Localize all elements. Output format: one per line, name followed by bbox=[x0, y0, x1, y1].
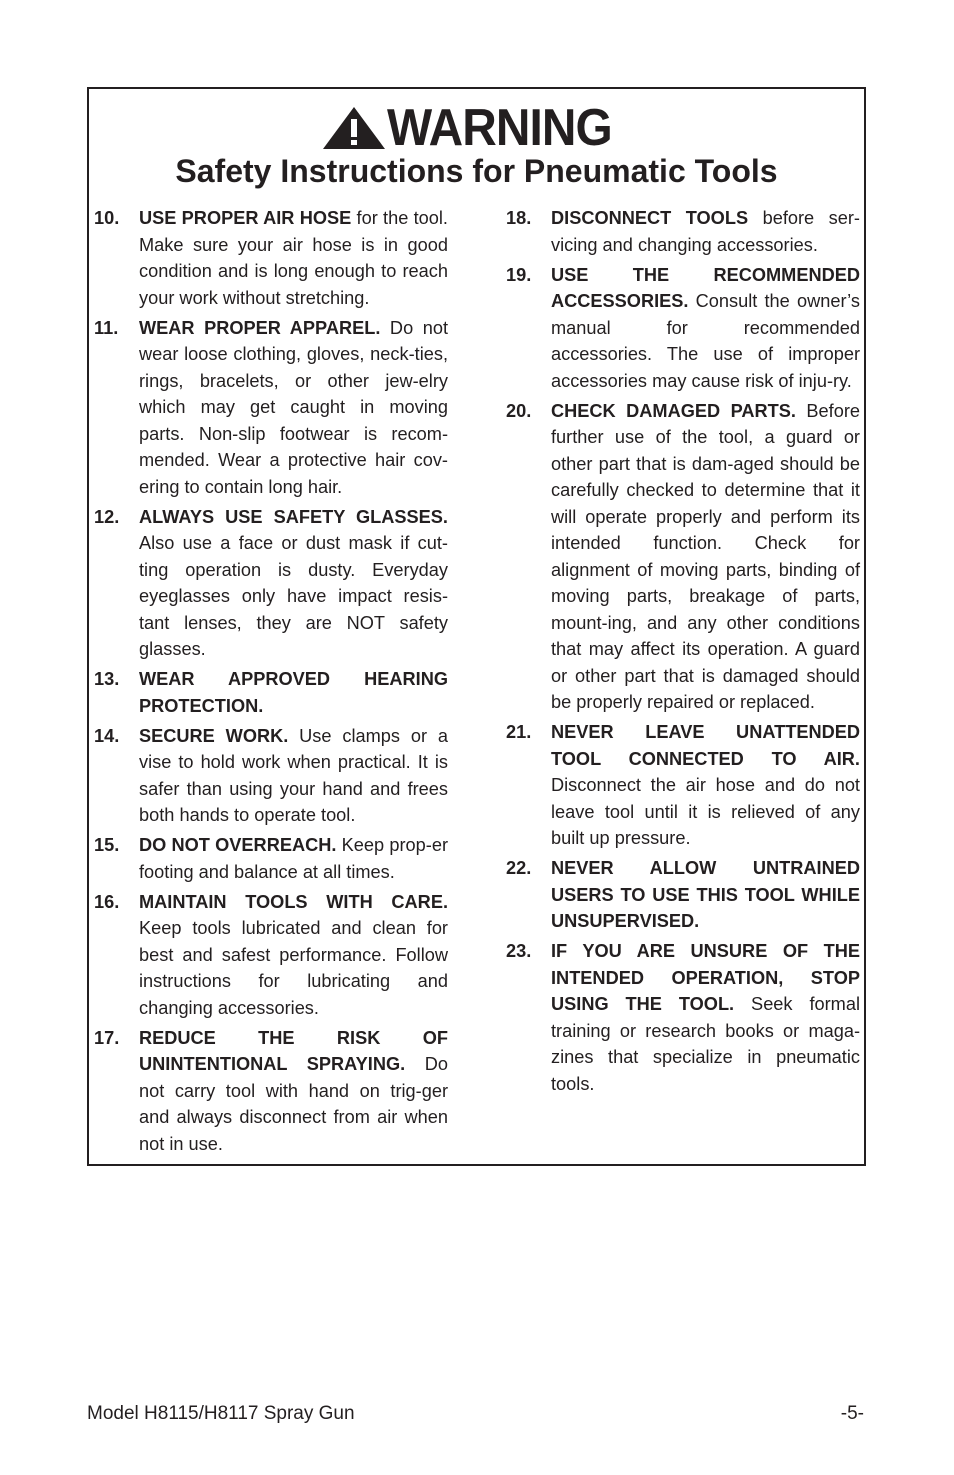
item-lead: ALWAYS USE SAFETY GLASSES. bbox=[139, 506, 448, 527]
item-lead: MAINTAIN TOOLS WITH CARE. bbox=[139, 891, 448, 912]
item-lead: IF YOU ARE UNSURE OF THE INTENDED OPERATION, STOP USING THE TOOL. bbox=[551, 941, 860, 1014]
list-item bbox=[94, 832, 448, 885]
warning-header bbox=[89, 99, 864, 157]
item-number: 16. bbox=[94, 891, 120, 912]
item-number: 12. bbox=[94, 506, 120, 527]
item-number: 15. bbox=[94, 835, 120, 855]
item-number: 18. bbox=[506, 208, 532, 228]
item-text: for the tool. Make sure your air hose is in good condition and is long enough to reach your work without stretching. bbox=[139, 208, 448, 308]
item-lead: REDUCE THE RISK OF UNINTENTIONAL SPRAYING. bbox=[139, 1027, 448, 1074]
list-item bbox=[94, 666, 448, 719]
list-item bbox=[506, 205, 860, 258]
list-item bbox=[94, 723, 448, 829]
item-number: 13. bbox=[94, 669, 120, 689]
footer-model: Model H8115/H8117 Spray Gun bbox=[87, 1403, 355, 1424]
item-lead: NEVER ALLOW UNTRAINED USERS TO USE THIS TOOL WHILE UNSUPERVISED. bbox=[551, 858, 860, 931]
list-item bbox=[94, 1025, 448, 1158]
item-number: 14. bbox=[94, 725, 120, 746]
left-column bbox=[94, 205, 448, 1161]
item-number: 23. bbox=[506, 941, 532, 961]
item-number: 22. bbox=[506, 858, 532, 878]
item-text: Also use a face or dust mask if cut-ting operation is dusty. Everyday eyeglasses only have impact resis-tant lenses, they are NOT safety glasses. bbox=[139, 533, 448, 659]
item-text: Use clamps or a vise to hold work when practical. It is safer than using your hand and frees both hands to operate tool. bbox=[139, 725, 448, 825]
warning-heading: WARNING bbox=[387, 99, 613, 157]
list-item bbox=[506, 262, 860, 395]
list-item bbox=[94, 504, 448, 663]
item-text: Seek formal training or research books or maga-zines that specialize in pneumatic tools. bbox=[551, 994, 860, 1094]
item-number: 19. bbox=[506, 264, 532, 285]
item-lead: USE PROPER AIR HOSE bbox=[139, 208, 352, 228]
item-lead: CHECK DAMAGED PARTS. bbox=[551, 400, 796, 421]
list-item bbox=[506, 398, 860, 716]
item-text: Do not wear loose clothing, gloves, neck-ties, rings, bracelets, or other jew-elry which may get caught in moving parts. Non-slip footwear is recom-mended. Wear a protective hair cov-ering to contain long hair. bbox=[139, 317, 448, 497]
item-text: Keep tools lubricated and clean for best and safest performance. Follow instructions for lubricating and changing accessories. bbox=[139, 918, 448, 1018]
warning-box bbox=[87, 87, 866, 1166]
list-item bbox=[506, 938, 860, 1097]
item-text: Consult the owner’s manual for recommended accessories. The use of improper accessories may cause risk of inju-ry. bbox=[551, 291, 860, 391]
list-item bbox=[94, 889, 448, 1022]
list-item bbox=[94, 315, 448, 501]
item-lead: NEVER LEAVE UNATTENDED TOOL CONNECTED TO AIR. bbox=[551, 722, 860, 769]
item-lead: SECURE WORK. bbox=[139, 725, 289, 746]
item-lead: WEAR APPROVED HEARING PROTECTION. bbox=[139, 669, 448, 716]
item-text: Disconnect the air hose and do not leave tool until it is relieved of any built up pressure. bbox=[551, 775, 860, 848]
list-item bbox=[94, 205, 448, 311]
page-title: Safety Instructions for Pneumatic Tools bbox=[175, 153, 778, 189]
item-number: 20. bbox=[506, 400, 532, 421]
item-number: 17. bbox=[94, 1027, 120, 1048]
item-lead: WEAR PROPER APPAREL. bbox=[139, 317, 381, 338]
list-item bbox=[506, 855, 860, 935]
item-number: 10. bbox=[94, 208, 120, 228]
item-lead: DO NOT OVERREACH. bbox=[139, 835, 337, 855]
page-number: -5- bbox=[840, 1403, 864, 1424]
item-lead: USE THE RECOMMENDED ACCESSORIES. bbox=[551, 264, 860, 311]
item-lead: DISCONNECT TOOLS bbox=[551, 208, 749, 228]
right-column bbox=[506, 205, 860, 1101]
warning-triangle-icon bbox=[321, 105, 387, 151]
item-number: 11. bbox=[94, 317, 119, 338]
item-number: 21. bbox=[506, 722, 532, 742]
item-text: Keep prop-er footing and balance at all times. bbox=[139, 835, 449, 882]
item-text: Before further use of the tool, a guard or other part that is dam-aged should be carefully checked to determine that it will operate properly and perform its intended function. Check for alignment of moving parts, binding of moving parts, breakage of parts, mount-ing, and any other conditions that may affect its operation. A guard or other part that is damaged should be properly repaired or replaced. bbox=[551, 400, 860, 712]
item-text: before ser-vicing and changing accessories. bbox=[551, 208, 860, 255]
item-text: Do not carry tool with hand on trig-ger and always disconnect from air when not in use. bbox=[139, 1054, 448, 1154]
list-item bbox=[506, 719, 860, 852]
